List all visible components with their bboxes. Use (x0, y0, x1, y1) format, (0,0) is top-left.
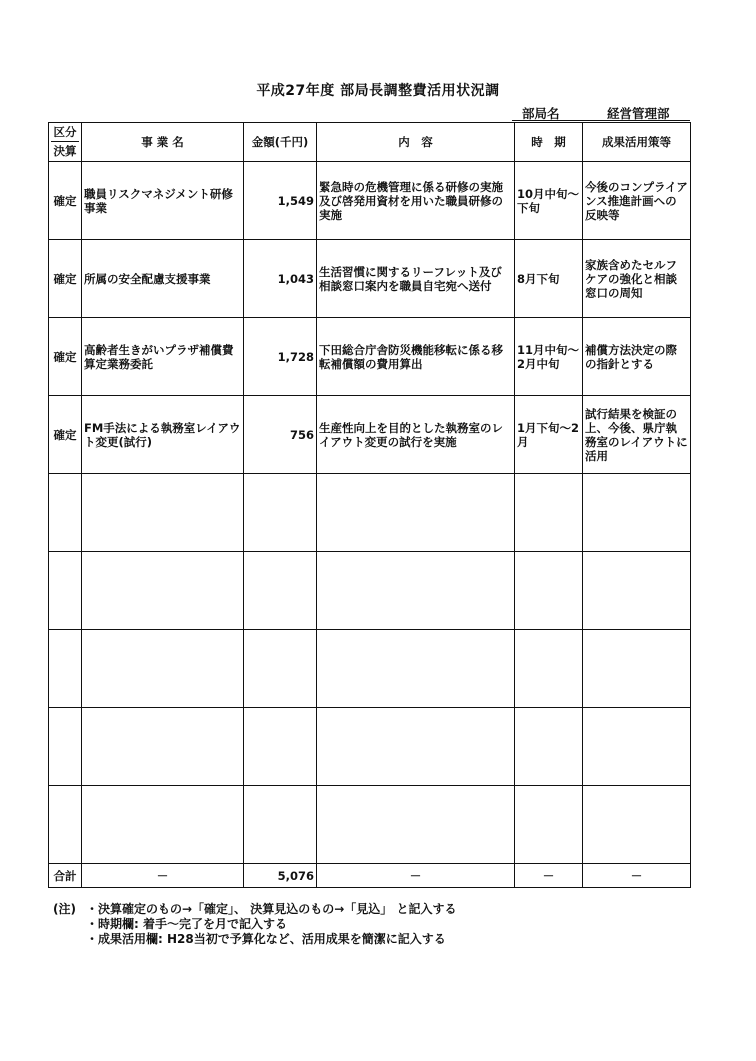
row-results: 補償方法決定の際の指針とする (583, 318, 691, 396)
row-period: 1月下旬～2月 (515, 396, 583, 474)
empty-cell (317, 630, 515, 708)
row-results: 家族含めたセルフケアの強化と相談窓口の周知 (583, 240, 691, 318)
empty-cell (317, 708, 515, 786)
empty-cell (583, 630, 691, 708)
row-amount: 1,728 (244, 318, 317, 396)
empty-row (49, 786, 691, 864)
total-label: 合計 (49, 864, 82, 888)
empty-cell (583, 786, 691, 864)
empty-cell (317, 474, 515, 552)
empty-cell (317, 552, 515, 630)
row-content: 緊急時の危機管理に係る研修の実施及び啓発用資材を用いた職員研修の実施 (317, 162, 515, 240)
row-content: 生産性向上を目的とした執務室のレイアウト変更の試行を実施 (317, 396, 515, 474)
department-label: 部局名 (522, 106, 560, 121)
row-results: 今後のコンプライアンス推進計画への反映等 (583, 162, 691, 240)
note-line: ・決算確定のもの→「確定」、 決算見込のもの→「見込」 と記入する (86, 902, 457, 916)
note-line: ・成果活用欄: H28当初で予算化など、活用成果を簡潔に記入する (86, 932, 446, 946)
empty-cell (49, 786, 82, 864)
empty-cell (244, 552, 317, 630)
table-row (49, 396, 691, 474)
empty-cell (244, 786, 317, 864)
empty-cell (515, 630, 583, 708)
empty-cell (317, 786, 515, 864)
header-kubun: 区分 (51, 123, 79, 142)
table-row (49, 240, 691, 318)
empty-row (49, 474, 691, 552)
empty-cell (515, 474, 583, 552)
empty-cell (82, 474, 244, 552)
empty-cell (82, 630, 244, 708)
empty-cell (515, 786, 583, 864)
row-status: 確定 (49, 318, 82, 396)
department-value: 経営管理部 (607, 106, 670, 121)
empty-cell (515, 552, 583, 630)
table-row (49, 318, 691, 396)
empty-cell (49, 474, 82, 552)
total-results: － (583, 864, 691, 888)
row-period: 8月下旬 (515, 240, 583, 318)
row-results: 試行結果を検証の上、今後、県庁執務室のレイアウトに活用 (583, 396, 691, 474)
row-period: 10月中旬～下旬 (515, 162, 583, 240)
total-amount: 5,076 (244, 864, 317, 888)
row-status: 確定 (49, 240, 82, 318)
header-kessan: 決算 (53, 144, 77, 158)
empty-cell (244, 708, 317, 786)
empty-cell (244, 630, 317, 708)
empty-cell (583, 552, 691, 630)
notes-prefix: (注) (53, 902, 76, 916)
header-project: 事 業 名 (82, 123, 244, 162)
header-results: 成果活用策等 (583, 123, 691, 162)
row-project: 高齢者生きがいプラザ補償費算定業務委託 (82, 318, 244, 396)
row-content: 生活習慣に関するリーフレット及び相談窓口案内を職員自宅宛へ送付 (317, 240, 515, 318)
usage-table (48, 122, 691, 888)
empty-cell (82, 786, 244, 864)
empty-cell (583, 474, 691, 552)
empty-row (49, 552, 691, 630)
empty-cell (82, 552, 244, 630)
empty-cell (515, 708, 583, 786)
table-row (49, 162, 691, 240)
row-period: 11月中旬～2月中旬 (515, 318, 583, 396)
row-content: 下田総合庁舎防災機能移転に係る移転補償額の費用算出 (317, 318, 515, 396)
note-line: ・時期欄: 着手～完了を月で記入する (86, 917, 287, 931)
total-period: － (515, 864, 583, 888)
empty-cell (49, 552, 82, 630)
header-kubun-kessan (49, 123, 82, 162)
empty-cell (583, 708, 691, 786)
header-period: 時 期 (515, 123, 583, 162)
row-amount: 1,043 (244, 240, 317, 318)
header-amount: 金額(千円) (244, 123, 317, 162)
total-row (49, 864, 691, 888)
header-content: 内 容 (317, 123, 515, 162)
total-project: － (82, 864, 244, 888)
notes-section (53, 902, 456, 947)
row-status: 確定 (49, 162, 82, 240)
row-project: 所属の安全配慮支援事業 (82, 240, 244, 318)
row-status: 確定 (49, 396, 82, 474)
row-amount: 1,549 (244, 162, 317, 240)
page-title: 平成27年度 部局長調整費活用状況調 (256, 83, 500, 99)
empty-cell (244, 474, 317, 552)
empty-cell (82, 708, 244, 786)
row-amount: 756 (244, 396, 317, 474)
empty-row (49, 630, 691, 708)
empty-cell (49, 708, 82, 786)
empty-row (49, 708, 691, 786)
total-content: － (317, 864, 515, 888)
row-project: 職員リスクマネジメント研修事業 (82, 162, 244, 240)
row-project: FM手法による執務室レイアウト変更(試行) (82, 396, 244, 474)
empty-cell (49, 630, 82, 708)
department-field (512, 104, 690, 121)
